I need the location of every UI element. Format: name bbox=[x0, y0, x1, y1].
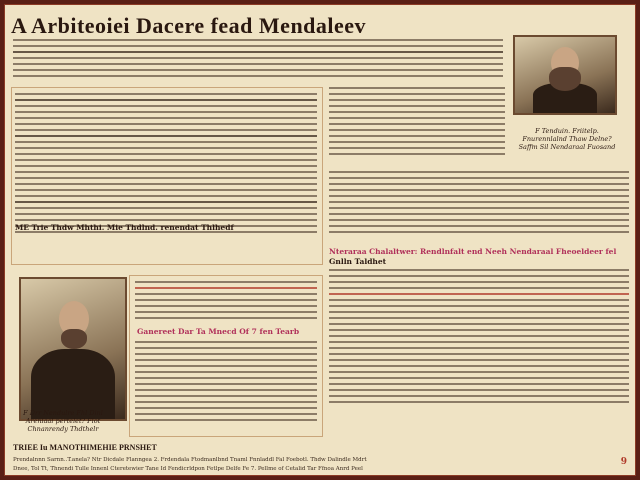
right-subhead-2: Gnlln Taldhet bbox=[329, 257, 387, 266]
footnote-line-2: Dnee, Tol Tt, Thnendi Tulle Innenl Cteretewier Tane Id Fendicrldpon Fetlpe Delfe Fe 7. Pellme of Cetalid Tar Ffnoa Anrd Peel bbox=[13, 466, 363, 472]
right-subhead bbox=[329, 247, 616, 256]
left-column-text bbox=[15, 93, 317, 237]
right-column-text bbox=[329, 87, 505, 159]
right-subhead-text: Nteraraa Chalaltwer: Rendlnfalt end Neeh Nendaraal Fheoeldeer fel bbox=[329, 247, 617, 256]
right-column-text-wide bbox=[329, 171, 629, 237]
portrait-caption-top: F Tenduin. Friitelp. Fnurennlalnd Thaw Delne? Saffm Sil Nendaraal Fuosand bbox=[518, 127, 616, 151]
page-number: 9 bbox=[620, 457, 627, 467]
intro-paragraph bbox=[13, 39, 503, 81]
middle-column-text bbox=[135, 281, 317, 323]
portrait-caption-bottom: F Drr Nendulre Fhl Dinl Arenlaal pertelet? Flot Chnanrendy Thdthelr bbox=[23, 409, 103, 433]
middle-column-text-2 bbox=[135, 341, 317, 425]
left-subhead: ME Trie Thdw Mhthi. Mie Thdlnd. renendat Thlhedf bbox=[15, 223, 234, 232]
footnote-line-1: Prendalnnn Sarnn..T.anela? Ntr Dicdale Flanngea 2. Frdendala Ftodmanlbnd Tnaml Fnnladdl Fal Foebotl. Thdw Dalindle Mdrt bbox=[13, 457, 367, 463]
middle-subhead-text: Ganereet Dar Ta Mnecd Of 7 fen Tearb bbox=[137, 327, 300, 336]
mendeleev-portrait-top bbox=[513, 35, 617, 115]
right-lower-text bbox=[329, 269, 629, 407]
footer-heading: TRIEE Iu MANOTHIMEHIE PRNSHET bbox=[13, 443, 157, 452]
middle-subhead bbox=[137, 327, 299, 336]
mendeleev-portrait-bottom bbox=[19, 277, 127, 421]
page-title: A Arbiteoiei Dacere fead Mendaleev bbox=[11, 13, 367, 38]
document-page bbox=[4, 4, 636, 476]
